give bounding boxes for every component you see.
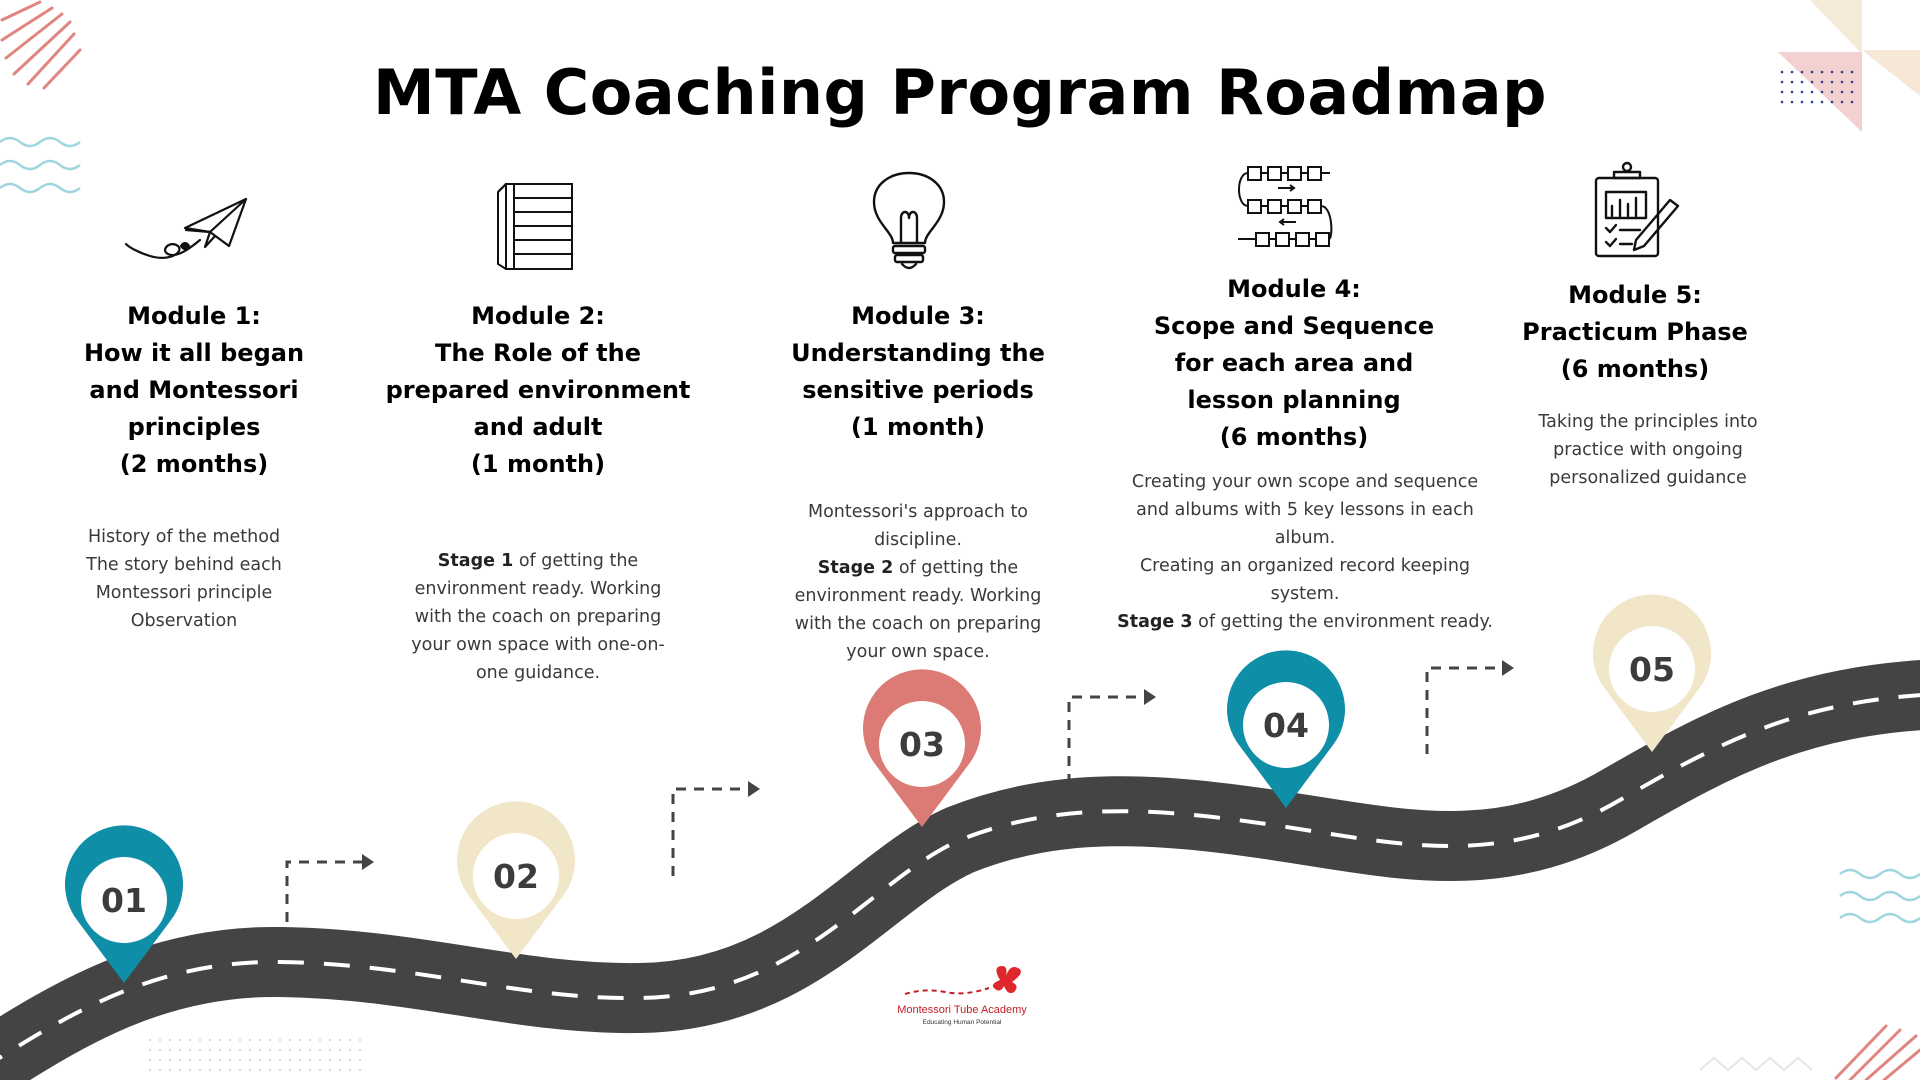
decorative-dot xyxy=(359,1059,361,1061)
module-3-title-line: Module 3: xyxy=(851,302,985,330)
module-2-desc-line: with the coach on preparing xyxy=(414,607,662,627)
decorative-dot xyxy=(179,1039,181,1041)
decorative-dot xyxy=(229,1069,231,1071)
page-title: MTA Coaching Program Roadmap xyxy=(373,56,1547,129)
module-1-title xyxy=(34,298,354,483)
decorative-dot xyxy=(209,1039,211,1041)
decorative-dot xyxy=(289,1049,291,1051)
decorative-dot xyxy=(229,1049,231,1051)
decorative-dot xyxy=(359,1049,361,1051)
decorative-dot xyxy=(219,1039,221,1041)
flowchart-icon xyxy=(1238,167,1331,246)
decorative-dot xyxy=(199,1039,201,1041)
module-2-description xyxy=(378,547,698,687)
module-5-title-line: Module 5: xyxy=(1568,281,1702,309)
decorative-dot xyxy=(259,1049,261,1051)
decorative-dot xyxy=(159,1059,161,1061)
module-1 xyxy=(34,298,354,635)
module-4-desc-line: and albums with 5 key lessons in each xyxy=(1136,500,1474,520)
module-4-title-line: Scope and Sequence xyxy=(1153,312,1435,340)
module-5-description xyxy=(1478,408,1818,492)
module-1-description xyxy=(14,523,354,635)
decorative-dot xyxy=(199,1069,201,1071)
module-2-desc-line: your own space with one-on- xyxy=(411,635,665,655)
module-3 xyxy=(758,298,1078,666)
module-4 xyxy=(1098,271,1512,636)
decorative-dot xyxy=(239,1059,241,1061)
decorative-dot xyxy=(169,1069,171,1071)
stage-label: Stage 2 xyxy=(817,558,894,578)
decorative-dot xyxy=(159,1069,161,1071)
stage-label: Stage 3 xyxy=(1117,612,1193,632)
module-3-desc-line xyxy=(758,554,1078,582)
decorative-dot xyxy=(339,1049,341,1051)
pin-label-02: 02 xyxy=(493,857,539,896)
module-1-title-line: principles xyxy=(127,413,261,441)
module-5-title-line: Practicum Phase xyxy=(1522,318,1748,346)
decorative-dot xyxy=(169,1049,171,1051)
module-2-title-line: prepared environment xyxy=(385,376,691,404)
module-2-desc-line xyxy=(378,547,698,575)
decorative-dot xyxy=(309,1049,311,1051)
pin-label-04: 04 xyxy=(1263,706,1309,745)
module-4-desc-line xyxy=(1098,608,1512,636)
decorative-dot xyxy=(349,1039,351,1041)
clipboard-chart-icon xyxy=(1596,163,1678,256)
decorative-dot xyxy=(329,1039,331,1041)
decorative-dot xyxy=(209,1059,211,1061)
decorative-dot xyxy=(359,1039,361,1041)
decorative-dot xyxy=(289,1069,291,1071)
module-2-title xyxy=(378,298,698,483)
module-3-description xyxy=(758,498,1078,666)
module-1-title-line: (2 months) xyxy=(119,450,269,478)
decorative-dot xyxy=(269,1059,271,1061)
decorative-dot xyxy=(279,1049,281,1051)
decorative-dot xyxy=(209,1069,211,1071)
arrow-head-2 xyxy=(748,781,760,797)
decorative-dot xyxy=(339,1069,341,1071)
module-5-title xyxy=(1452,277,1818,388)
module-1-desc-line: History of the method xyxy=(87,527,281,547)
decorative-dot xyxy=(179,1049,181,1051)
logo-name: Montessori Tube Academy xyxy=(897,1004,1027,1016)
module-4-desc-line: system. xyxy=(1270,584,1340,604)
module-1-title-line: and Montessori xyxy=(89,376,299,404)
module-3-desc-text: of getting the xyxy=(893,558,1019,578)
chevron-decoration-bottom xyxy=(1700,1058,1812,1070)
decorative-dot xyxy=(219,1049,221,1051)
module-3-title-line: (1 month) xyxy=(850,413,986,441)
module-2-title-line: (1 month) xyxy=(470,450,606,478)
module-3-title-line: sensitive periods xyxy=(802,376,1034,404)
decorative-dot xyxy=(149,1069,151,1071)
decorative-dot xyxy=(279,1039,281,1041)
decorative-dot xyxy=(359,1069,361,1071)
pin-label-05: 05 xyxy=(1629,650,1675,689)
step-arrow-2 xyxy=(673,789,748,876)
pin-04 xyxy=(1227,650,1345,808)
module-4-title-line: (6 months) xyxy=(1219,423,1369,451)
pin-02 xyxy=(457,801,575,959)
decorative-dot xyxy=(299,1069,301,1071)
decorative-dot xyxy=(209,1049,211,1051)
decorative-dot xyxy=(159,1049,161,1051)
module-1-title-line: Module 1: xyxy=(127,302,261,330)
decorative-dot xyxy=(219,1069,221,1071)
module-3-desc-line: Montessori's approach to xyxy=(807,502,1029,522)
decorative-dot xyxy=(239,1039,241,1041)
module-2-desc-text: of getting the xyxy=(513,551,639,571)
decorative-dot xyxy=(319,1039,321,1041)
decorative-dot xyxy=(289,1059,291,1061)
module-3-desc-line: your own space. xyxy=(846,642,990,662)
decorative-dot xyxy=(219,1059,221,1061)
module-4-desc-line: Creating an organized record keeping xyxy=(1139,556,1471,576)
decorative-dot xyxy=(169,1039,171,1041)
step-arrow-3 xyxy=(1069,697,1144,784)
module-4-title-line: lesson planning xyxy=(1187,386,1401,414)
module-3-title xyxy=(758,298,1078,446)
step-arrow-4 xyxy=(1427,668,1502,754)
dot-grid-decoration-bottom-left xyxy=(149,1039,361,1071)
decorative-dot xyxy=(319,1059,321,1061)
decorative-dot xyxy=(339,1059,341,1061)
decorative-dot xyxy=(299,1039,301,1041)
decorative-dot xyxy=(299,1059,301,1061)
module-2-title-line: Module 2: xyxy=(471,302,605,330)
decorative-dot xyxy=(319,1069,321,1071)
decorative-dot xyxy=(189,1039,191,1041)
decorative-dot xyxy=(279,1069,281,1071)
module-5-title-line: (6 months) xyxy=(1560,355,1710,383)
logo-tagline: Educating Human Potential xyxy=(922,1019,1002,1026)
decorative-dot xyxy=(329,1059,331,1061)
decorative-dot xyxy=(269,1049,271,1051)
decorative-dot xyxy=(269,1039,271,1041)
decorative-dot xyxy=(169,1059,171,1061)
module-4-description xyxy=(1098,468,1512,636)
module-2-title-line: and adult xyxy=(473,413,603,441)
decorative-dot xyxy=(349,1069,351,1071)
module-5-desc-line: practice with ongoing xyxy=(1553,440,1743,460)
scribble-decoration-bottom-right xyxy=(1836,1026,1920,1080)
module-3-desc-line: discipline. xyxy=(874,530,962,550)
arrow-head-3 xyxy=(1144,689,1156,705)
decorative-dot xyxy=(339,1039,341,1041)
decorative-dot xyxy=(309,1069,311,1071)
module-1-desc-line: Montessori principle xyxy=(95,583,273,603)
decorative-dot xyxy=(189,1069,191,1071)
decorative-dot xyxy=(289,1039,291,1041)
decorative-dot xyxy=(199,1049,201,1051)
module-4-title-line: for each area and xyxy=(1174,349,1414,377)
decorative-dot xyxy=(309,1039,311,1041)
decorative-dot xyxy=(299,1049,301,1051)
decorative-dot xyxy=(179,1069,181,1071)
module-3-desc-line: environment ready. Working xyxy=(794,586,1042,606)
shelf-icon xyxy=(498,184,572,269)
decorative-dot xyxy=(329,1049,331,1051)
wave-decoration-right xyxy=(1840,870,1920,922)
decorative-dot xyxy=(239,1049,241,1051)
module-1-desc-line: The story behind each xyxy=(86,555,282,575)
pin-label-01: 01 xyxy=(101,881,147,920)
module-2-desc-line: environment ready. Working xyxy=(414,579,662,599)
decorative-dot xyxy=(229,1059,231,1061)
decorative-dot xyxy=(259,1069,261,1071)
module-3-title-line: Understanding the xyxy=(791,339,1045,367)
stage-label: Stage 1 xyxy=(437,551,514,571)
butterfly-icon xyxy=(993,966,1021,993)
lightbulb-icon xyxy=(874,173,944,268)
arrow-head-1 xyxy=(362,854,374,870)
decorative-dot xyxy=(239,1069,241,1071)
decorative-dot xyxy=(249,1049,251,1051)
module-4-desc-line: Creating your own scope and sequence xyxy=(1131,472,1479,492)
decorative-dot xyxy=(349,1059,351,1061)
module-2 xyxy=(378,298,698,687)
module-5 xyxy=(1478,277,1818,492)
module-1-desc-line: Observation xyxy=(130,611,238,631)
module-4-desc-text: of getting the environment ready. xyxy=(1192,612,1493,632)
arrow-head-4 xyxy=(1502,660,1514,676)
decorative-dot xyxy=(329,1069,331,1071)
decorative-dot xyxy=(149,1059,151,1061)
module-1-title-line: How it all began xyxy=(83,339,305,367)
decorative-dot xyxy=(159,1039,161,1041)
decorative-dot xyxy=(249,1039,251,1041)
decorative-dot xyxy=(319,1049,321,1051)
decorative-dot xyxy=(259,1039,261,1041)
decorative-dot xyxy=(249,1059,251,1061)
module-4-title xyxy=(1076,271,1512,456)
decorative-dot xyxy=(309,1059,311,1061)
decorative-dot xyxy=(149,1039,151,1041)
decorative-dot xyxy=(279,1059,281,1061)
decorative-dot xyxy=(259,1059,261,1061)
pin-label-03: 03 xyxy=(899,725,945,764)
decorative-dot xyxy=(179,1059,181,1061)
module-5-desc-line: personalized guidance xyxy=(1549,468,1747,488)
decorative-dot xyxy=(269,1069,271,1071)
module-4-title-line: Module 4: xyxy=(1227,275,1361,303)
decorative-dot xyxy=(189,1049,191,1051)
wave-decoration-left xyxy=(0,138,80,192)
decorative-dot xyxy=(149,1049,151,1051)
module-2-title-line: The Role of the xyxy=(434,339,642,367)
decorative-dot xyxy=(349,1049,351,1051)
academy-logo xyxy=(897,966,1027,1026)
paper-plane-icon xyxy=(126,199,246,258)
module-4-desc-line: album. xyxy=(1274,528,1336,548)
module-3-desc-line: with the coach on preparing xyxy=(794,614,1042,634)
decorative-dot xyxy=(189,1059,191,1061)
module-2-desc-line: one guidance. xyxy=(475,663,601,683)
decorative-dot xyxy=(229,1039,231,1041)
decorative-dot xyxy=(249,1069,251,1071)
module-5-desc-line: Taking the principles into xyxy=(1538,412,1758,432)
decorative-dot xyxy=(199,1059,201,1061)
